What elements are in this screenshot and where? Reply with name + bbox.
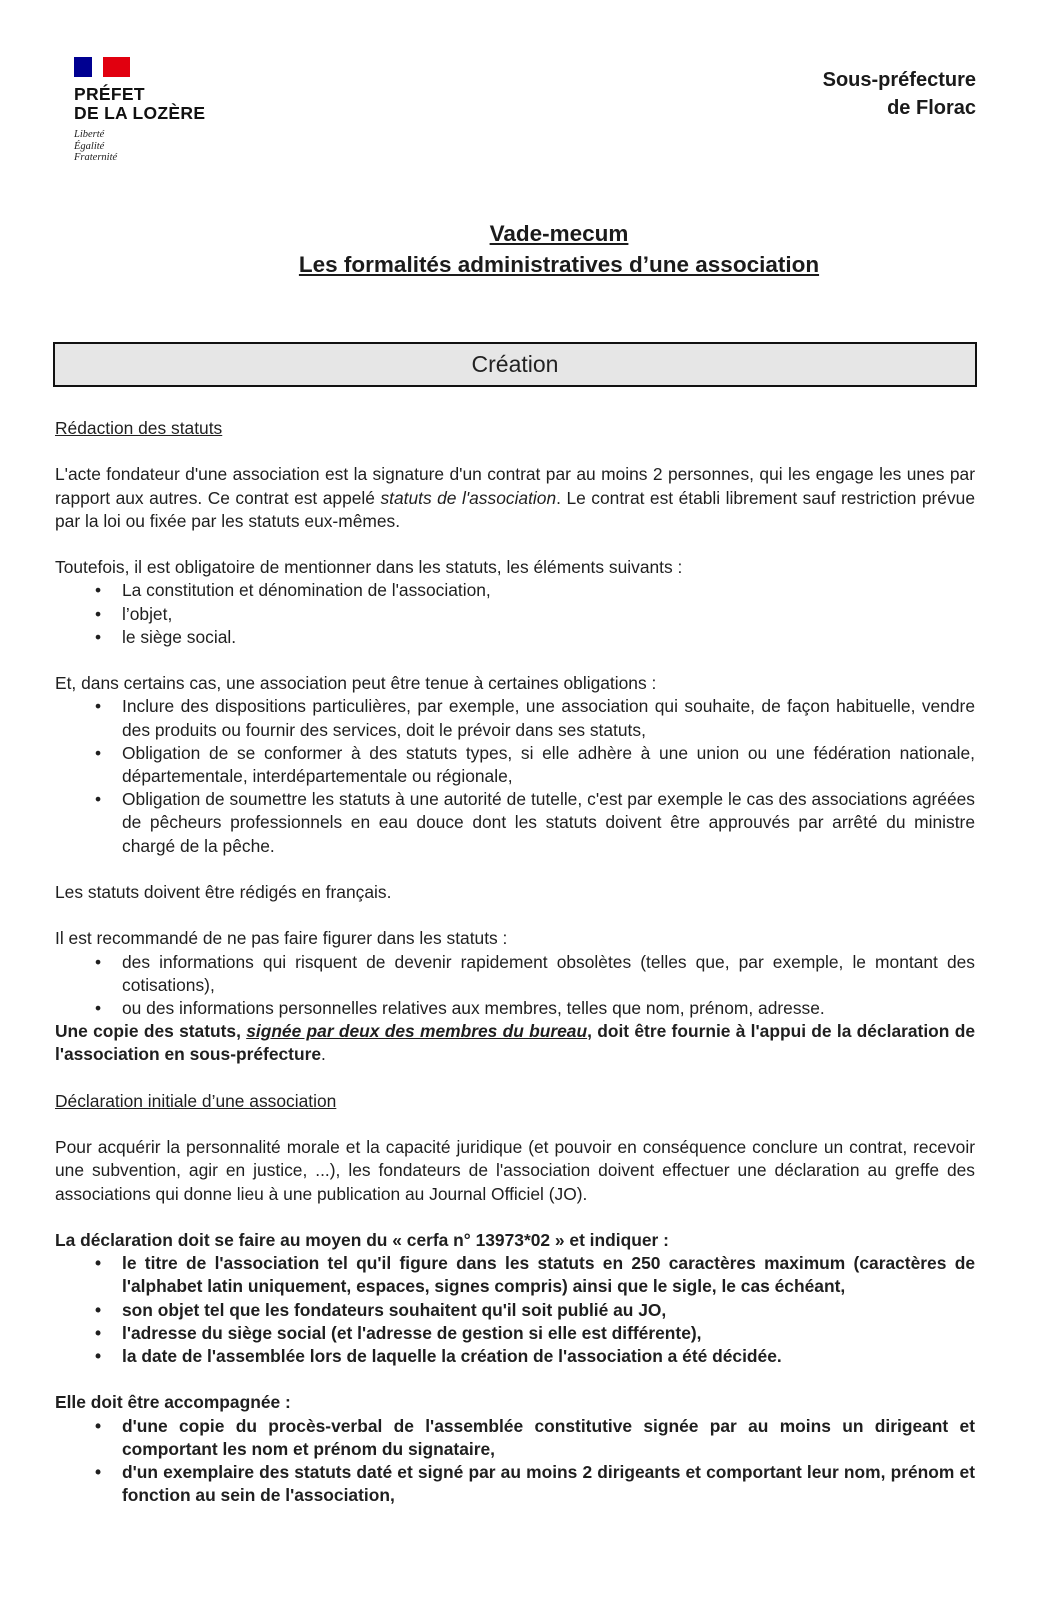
- sous-prefecture-label: Sous-préfecture de Florac: [822, 69, 976, 119]
- marianne-flag-icon: [74, 57, 130, 77]
- paragraph: Il est recommandé de ne pas faire figurer dans les statuts :: [55, 928, 508, 949]
- paragraph: Toutefois, il est obligatoire de mentionner dans les statuts, les éléments suivants :: [55, 557, 683, 578]
- document-title: Vade-mecum Les formalités administratives d’une association: [298, 221, 820, 277]
- prefet-logo: [74, 57, 205, 164]
- list-item: • d'une copie du procès-verbal de l'assemblée constitutive signée par au moins un dirigeant et comportant les nom et prénom du signataire,: [55, 1415, 975, 1461]
- list-item: • La constitution et dénomination de l'association,: [55, 579, 975, 602]
- paragraph: Elle doit être accompagnée :: [55, 1392, 291, 1413]
- list-item: • Obligation de se conformer à des statuts types, si elle adhère à une union ou une fédération nationale, départementale, interdépartementale ou régionale,: [55, 742, 975, 788]
- bullet-list: [55, 695, 975, 857]
- paragraph: L'acte fondateur d'une association est la signature d'un contrat par au moins 2 personnes, qui les engage les unes par rapport aux autres. Ce contrat est appelé statuts de l'association. Le contrat est établi librement sauf restriction prévue par la loi ou fixée par les statuts eux-mêmes.: [55, 464, 975, 531]
- list-item: • Inclure des dispositions particulières, par exemple, une association qui souhaite, de façon habituelle, vendre des produits ou fournir des services, doit le prévoir dans ses statuts,: [55, 695, 975, 741]
- list-item: • la date de l'assemblée lors de laquelle la création de l'association a été décidée.: [55, 1345, 975, 1368]
- heading-declaration-initiale: Déclaration initiale d’une association: [55, 1090, 337, 1111]
- list-item: • le siège social.: [55, 626, 975, 649]
- list-item: • des informations qui risquent de devenir rapidement obsolètes (telles que, par exemple, le montant des cotisations),: [55, 951, 975, 997]
- list-item: • d'un exemplaire des statuts daté et signé par au moins 2 dirigeants et comportant leur nom, prénom et fonction au sein de l'association,: [55, 1461, 975, 1507]
- paragraph: Pour acquérir la personnalité morale et la capacité juridique (et pouvoir en conséquence conclure un contrat, recevoir une subvention, agir en justice, ...), les fondateurs de l'association doivent effectuer une déclaration au greffe des associations qui donne lieu à une publication au Journal Officiel (JO).: [55, 1137, 975, 1204]
- paragraph: Et, dans certains cas, une association peut être tenue à certaines obligations :: [55, 673, 657, 694]
- list-item: • le titre de l'association tel qu'il figure dans les statuts en 250 caractères maximum (caractères de l'alphabet latin uniquement, espaces, signes compris) ainsi que le sigle, le cas échéant,: [55, 1252, 975, 1298]
- bullet-list: [55, 579, 975, 649]
- devise: Liberté Égalité Fraternité: [74, 129, 118, 163]
- list-item: • Obligation de soumettre les statuts à une autorité de tutelle, c'est par exemple le cas des associations agréées de pêcheurs professionnels en eau douce dont les statuts doivent être approuvés par arrêté du ministre chargé de la pêche.: [55, 788, 975, 858]
- bullet-list: [55, 1252, 975, 1368]
- prefet-name: PRÉFET DE LA LOZÈRE: [74, 84, 206, 123]
- heading-redaction-statuts: Rédaction des statuts: [55, 418, 223, 438]
- section-header-creation: Création: [53, 342, 977, 387]
- copie-statuts-note: Une copie des statuts, signée par deux des membres du bureau, doit être fournie à l'appui de la déclaration de l'association en sous-préfecture.: [55, 1021, 975, 1065]
- paragraph: La déclaration doit se faire au moyen du « cerfa n° 13973*02 » et indiquer :: [55, 1229, 669, 1250]
- list-item: • ou des informations personnelles relatives aux membres, telles que nom, prénom, adresse.: [55, 997, 975, 1020]
- bullet-list: [55, 1415, 975, 1508]
- document-body: [55, 417, 975, 1507]
- list-item: • son objet tel que les fondateurs souhaitent qu'il soit publié au JO,: [55, 1299, 975, 1322]
- list-item: • l’objet,: [55, 603, 975, 626]
- paragraph: Les statuts doivent être rédigés en français.: [55, 882, 392, 902]
- bullet-list: [55, 951, 975, 1021]
- list-item: • l'adresse du siège social (et l'adresse de gestion si elle est différente),: [55, 1322, 975, 1345]
